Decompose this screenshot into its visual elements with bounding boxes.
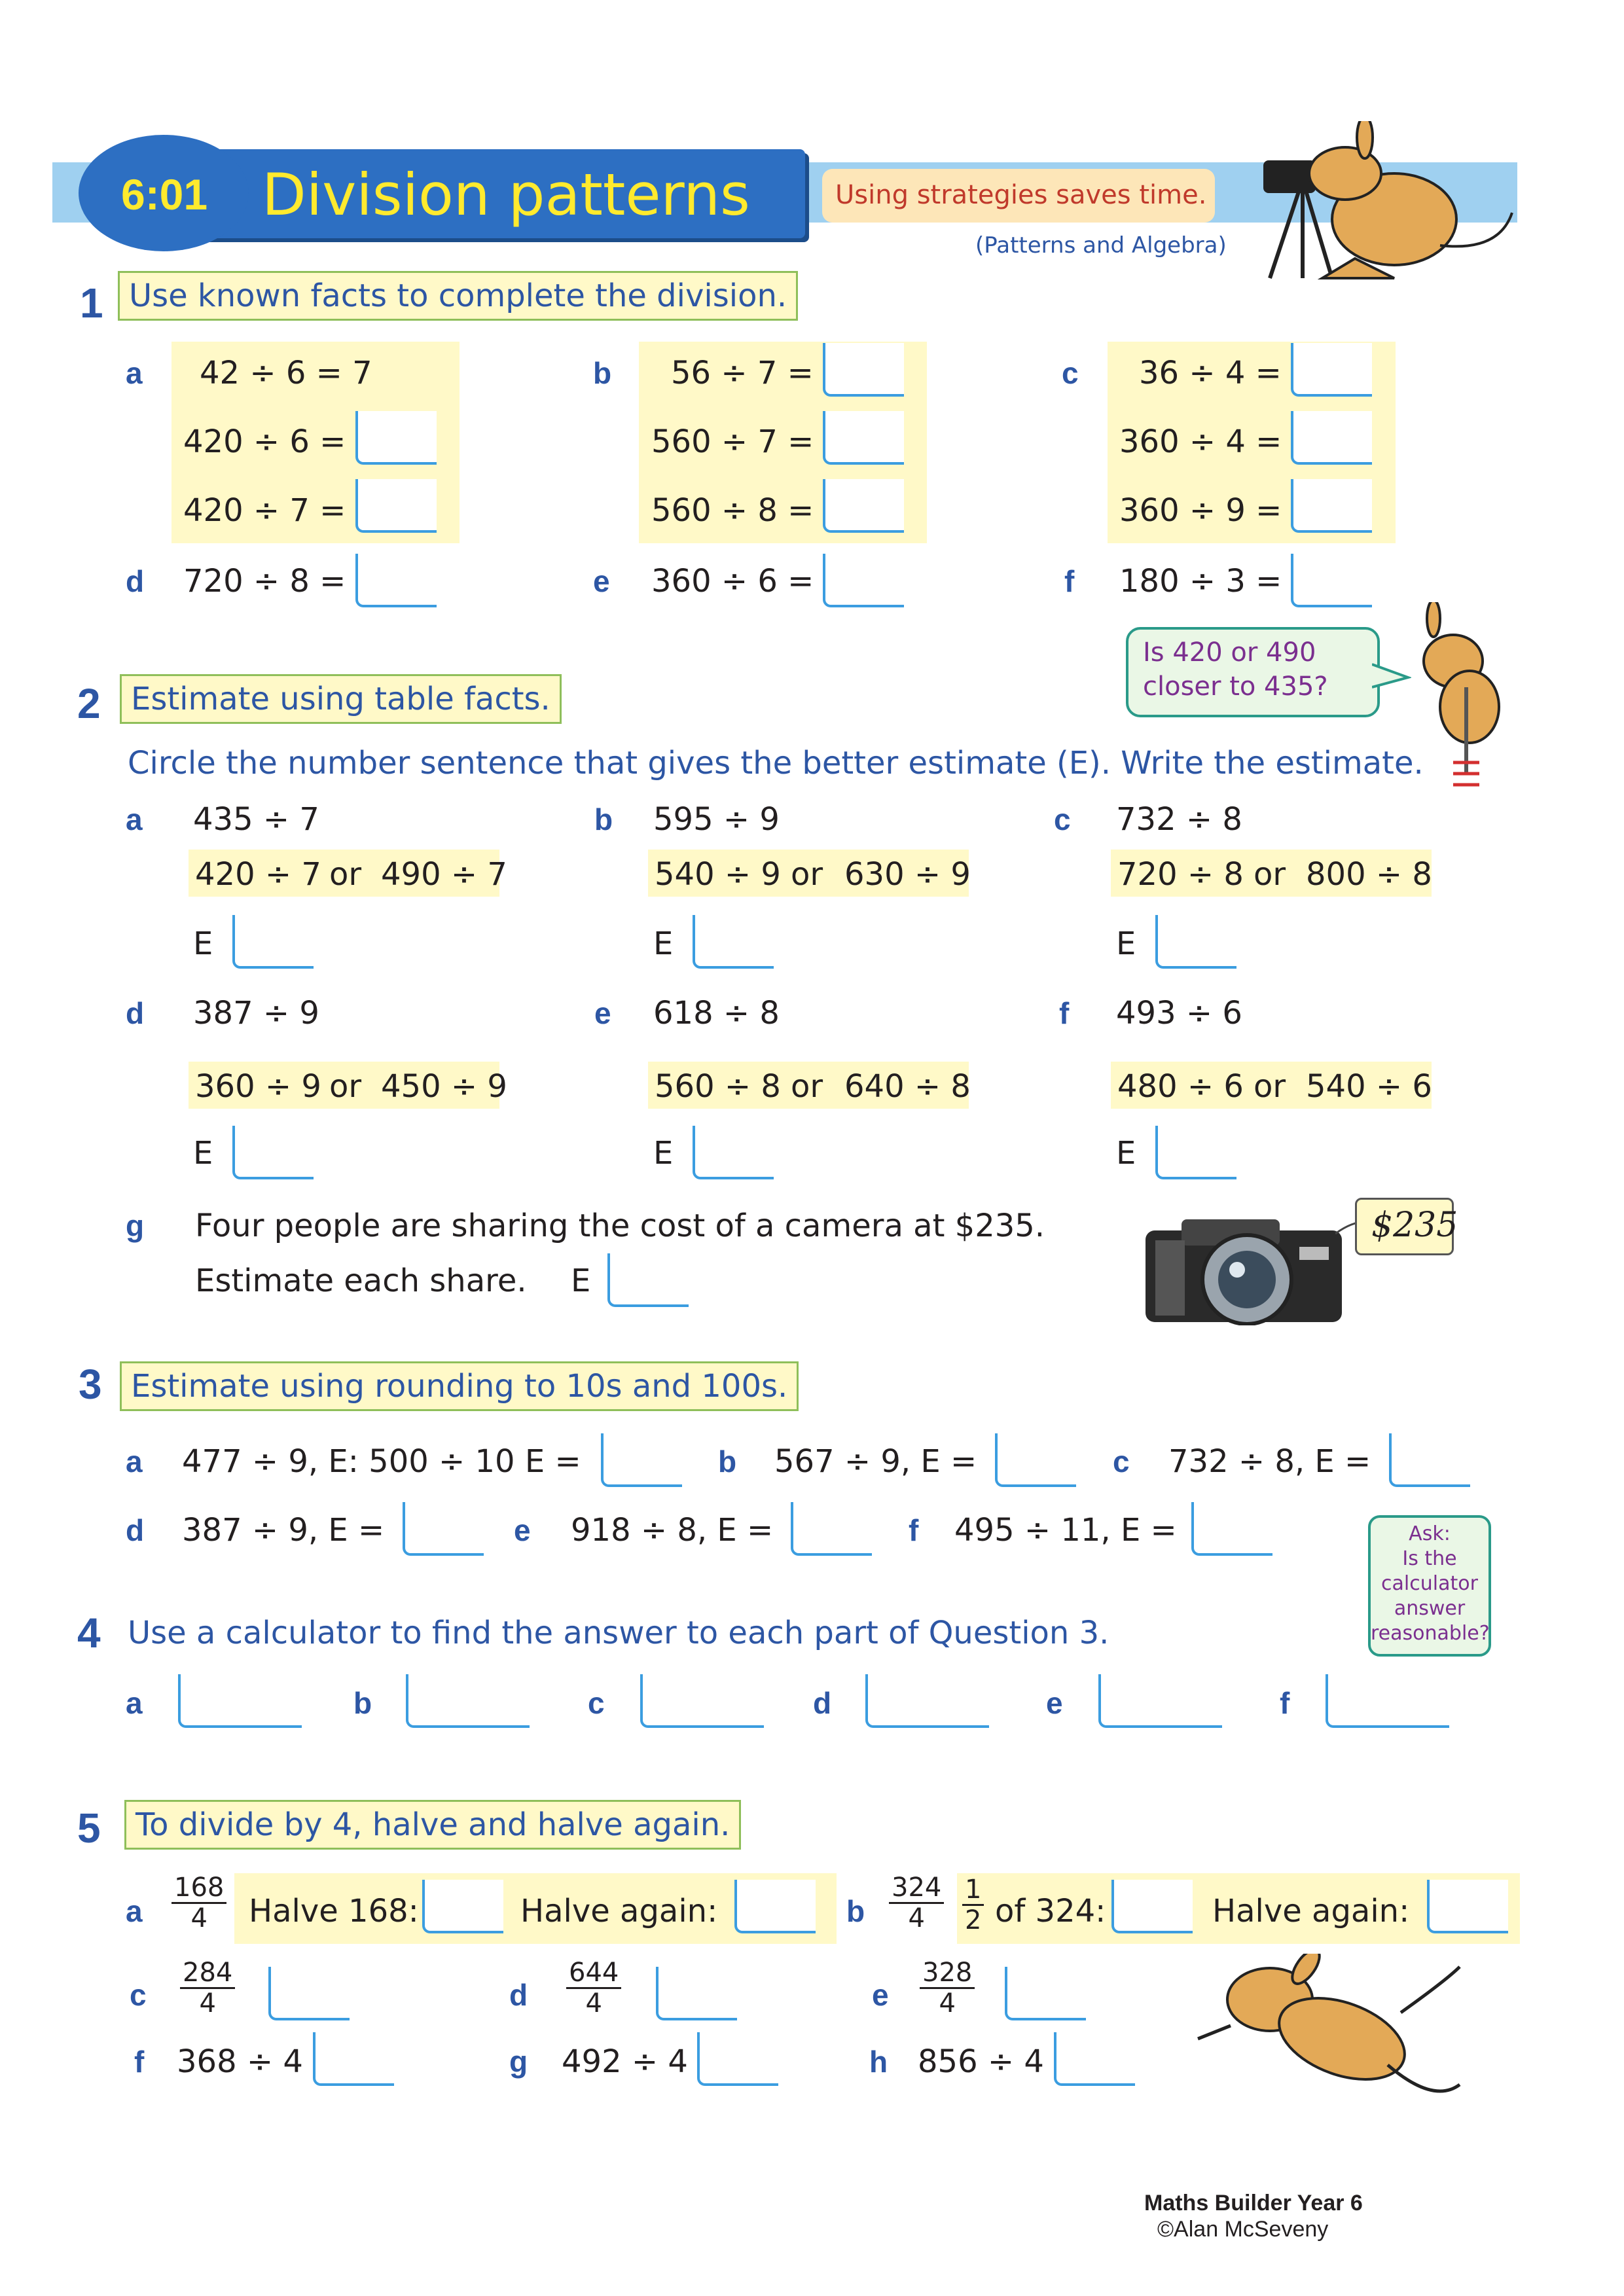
q2b-option-2: 630 ÷ 9 [844, 856, 971, 893]
q2e-option-2: 640 ÷ 8 [844, 1068, 971, 1105]
q2f-label: f [1059, 996, 1070, 1030]
q4d-label: d [813, 1686, 832, 1720]
ask-line-2: Is the [1402, 1547, 1457, 1570]
page-title: Division patterns [262, 161, 750, 228]
q1b-line2: 560 ÷ 7 = [651, 423, 814, 460]
q4b-label: b [353, 1686, 372, 1720]
q5f-label: f [134, 2045, 145, 2079]
price-tag-text: $235 [1371, 1206, 1458, 1245]
q1a-line3: 420 ÷ 7 = [183, 492, 346, 529]
q5g-answer[interactable] [697, 2032, 778, 2086]
q4f-label: f [1280, 1686, 1290, 1720]
q2f-expr: 493 ÷ 6 [1116, 995, 1242, 1031]
q1e-label: e [593, 564, 610, 598]
ask-line-5: reasonable? [1371, 1622, 1490, 1645]
q1c-answer-3[interactable] [1291, 479, 1372, 533]
q2b-label: b [594, 802, 613, 836]
question-2-direction: Circle the number sentence that gives the better estimate (E). Write the estimate. [128, 745, 1424, 781]
q5c-denominator: 4 [199, 1988, 216, 2018]
q3a-expr: 477 ÷ 9, E: 500 ÷ 10 E = [182, 1443, 581, 1480]
kangaroo-photographer-illustration [1224, 121, 1519, 285]
hint-line-2: closer to 435? [1143, 672, 1328, 702]
q2f-option-1: 480 ÷ 6 [1117, 1068, 1244, 1105]
q4a-label: a [126, 1686, 143, 1720]
q1c-line2: 360 ÷ 4 = [1119, 423, 1282, 460]
q5b-again-answer[interactable] [1427, 1880, 1508, 1933]
q2a-answer[interactable] [232, 915, 314, 969]
ask-line-4: answer [1394, 1597, 1466, 1620]
q1a-answer-2[interactable] [355, 479, 437, 533]
q5b-numerator: 324 [889, 1873, 944, 1904]
question-3-instruction: Estimate using rounding to 10s and 100s. [120, 1361, 799, 1411]
q2d-or: or [329, 1068, 362, 1105]
q3e-expr: 918 ÷ 8, E = [571, 1512, 774, 1549]
q2f-estimate-label: E [1116, 1135, 1136, 1172]
q1d-expr: 720 ÷ 8 = [183, 563, 346, 600]
strand-label: (Patterns and Algebra) [975, 232, 1227, 259]
q2d-expr: 387 ÷ 9 [193, 995, 319, 1031]
q3a-label: a [126, 1444, 143, 1479]
q2e-answer[interactable] [693, 1126, 774, 1179]
q5d-numerator: 644 [566, 1958, 621, 1989]
q5h-answer[interactable] [1054, 2032, 1135, 2086]
q2d-answer[interactable] [232, 1126, 314, 1179]
q3a-answer[interactable] [601, 1433, 682, 1487]
q2e-option-1: 560 ÷ 8 [655, 1068, 781, 1105]
q2c-expr: 732 ÷ 8 [1116, 801, 1242, 838]
hint-line-1: Is 420 or 490 [1143, 637, 1316, 668]
q5a-again-label: Halve again: [520, 1893, 718, 1929]
q2g-label: g [126, 1209, 145, 1243]
q2c-option-2: 800 ÷ 8 [1306, 856, 1432, 893]
question-5-number: 5 [77, 1804, 101, 1852]
q1e-expr: 360 ÷ 6 = [651, 563, 814, 600]
question-2-instruction: Estimate using table facts. [120, 674, 562, 724]
q2d-option-1: 360 ÷ 9 [195, 1068, 321, 1105]
q1d-label: d [126, 564, 145, 598]
q3b-label: b [718, 1444, 737, 1479]
q1b-answer-2[interactable] [823, 411, 904, 465]
q2c-answer[interactable] [1155, 915, 1236, 969]
q3f-label: f [909, 1513, 919, 1547]
q3f-expr: 495 ÷ 11, E = [954, 1512, 1177, 1549]
q1b-label: b [593, 356, 612, 390]
footer-title: Maths Builder Year 6 [1144, 2191, 1363, 2215]
bubble-tail [1372, 661, 1411, 694]
q5a-denominator: 4 [190, 1903, 208, 1933]
q1c-answer-1[interactable] [1291, 343, 1372, 397]
q5f-expr: 368 ÷ 4 [177, 2043, 303, 2080]
ask-reasonable-bubble [1368, 1515, 1491, 1657]
q2a-or: or [329, 856, 362, 893]
q2a-label: a [126, 802, 143, 836]
q1c-answer-2[interactable] [1291, 411, 1372, 465]
kangaroo-jumping-illustration [1191, 1954, 1466, 2111]
q5c-label: c [130, 1978, 147, 2012]
q1c-label: c [1062, 356, 1079, 390]
q4e-label: e [1046, 1686, 1063, 1720]
kangaroo-pogo-illustration [1407, 602, 1538, 798]
q5g-expr: 492 ÷ 4 [562, 2043, 688, 2080]
question-3-number: 3 [79, 1361, 102, 1408]
q1a-answer-1[interactable] [355, 411, 437, 465]
q1c-fact: 36 ÷ 4 = [1139, 355, 1282, 391]
q2e-or: or [791, 1068, 823, 1105]
q1e-answer[interactable] [823, 554, 904, 607]
q5a-again-answer[interactable] [734, 1880, 816, 1933]
q2g-answer[interactable] [607, 1253, 689, 1307]
q1c-line3: 360 ÷ 9 = [1119, 492, 1282, 529]
q3c-expr: 732 ÷ 8, E = [1168, 1443, 1371, 1480]
q2g-line-1: Four people are sharing the cost of a camera at $235. [195, 1208, 1045, 1244]
q2b-answer[interactable] [693, 915, 774, 969]
q2d-label: d [126, 996, 145, 1030]
q2b-expr: 595 ÷ 9 [653, 801, 780, 838]
q5d-fraction [566, 1958, 621, 2018]
q5c-fraction [180, 1958, 235, 2018]
q3d-label: d [126, 1513, 145, 1547]
q2d-option-2: 450 ÷ 9 [381, 1068, 507, 1105]
q3d-expr: 387 ÷ 9, E = [182, 1512, 385, 1549]
q1a-fact: 42 ÷ 6 = 7 [200, 355, 372, 391]
q1a-label: a [126, 356, 143, 390]
q5b-half-numerator: 1 [962, 1875, 984, 1906]
ask-line-1: Ask: [1409, 1522, 1451, 1545]
hint-speech-bubble [1126, 627, 1380, 717]
q2c-label: c [1054, 802, 1071, 836]
q3b-answer[interactable] [995, 1433, 1076, 1487]
q1f-expr: 180 ÷ 3 = [1119, 563, 1282, 600]
q5g-label: g [509, 2045, 528, 2079]
q2a-option-1: 420 ÷ 7 [195, 856, 321, 893]
q2b-or: or [791, 856, 823, 893]
q3e-answer[interactable] [791, 1502, 872, 1556]
q5f-answer[interactable] [313, 2032, 394, 2086]
q5e-label: e [872, 1978, 889, 2012]
footer-copyright: ©Alan McSeveny [1157, 2217, 1329, 2242]
q1d-answer[interactable] [355, 554, 437, 607]
q2b-option-1: 540 ÷ 9 [655, 856, 781, 893]
q1b-fact: 56 ÷ 7 = [671, 355, 814, 391]
ask-line-3: calculator [1381, 1572, 1478, 1595]
tip-text: Using strategies saves time. [835, 180, 1207, 210]
q4b-answer[interactable] [406, 1674, 530, 1728]
q2d-estimate-label: E [193, 1135, 213, 1172]
q4c-answer[interactable] [640, 1674, 764, 1728]
q5b-label: b [846, 1894, 865, 1928]
q5a-fraction [171, 1873, 226, 1933]
q2f-option-2: 540 ÷ 6 [1306, 1068, 1432, 1105]
q5e-answer[interactable] [1005, 1967, 1086, 2020]
q5e-numerator: 328 [920, 1958, 975, 1989]
q1b-answer-1[interactable] [823, 343, 904, 397]
q2a-estimate-label: E [193, 925, 213, 962]
q5b-fraction [889, 1873, 944, 1933]
camera-illustration [1142, 1208, 1365, 1325]
q5a-label: a [126, 1894, 143, 1928]
q2f-answer[interactable] [1155, 1126, 1236, 1179]
q5a-numerator: 168 [171, 1873, 226, 1904]
q5h-expr: 856 ÷ 4 [918, 2043, 1044, 2080]
q5d-answer[interactable] [656, 1967, 737, 2020]
q5b-of-label: of 324: [995, 1893, 1106, 1929]
q1f-answer[interactable] [1291, 554, 1372, 607]
q3c-answer[interactable] [1389, 1433, 1470, 1487]
q5b-halve-answer[interactable] [1111, 1880, 1193, 1933]
q2e-label: e [594, 996, 611, 1030]
q5h-label: h [869, 2045, 888, 2079]
q2c-or: or [1254, 856, 1286, 893]
q5e-denominator: 4 [939, 1988, 956, 2018]
q5b-half-denominator: 2 [965, 1905, 982, 1935]
q3f-answer[interactable] [1191, 1502, 1272, 1556]
q1a-line2: 420 ÷ 6 = [183, 423, 346, 460]
q2a-option-2: 490 ÷ 7 [381, 856, 507, 893]
q3d-answer[interactable] [403, 1502, 484, 1556]
q5a-halve-answer[interactable] [422, 1880, 503, 1933]
q2f-or: or [1254, 1068, 1286, 1105]
q5b-denominator: 4 [908, 1903, 925, 1933]
q2e-estimate-label: E [653, 1135, 674, 1172]
q2g-estimate-label: E [571, 1263, 591, 1299]
q5d-label: d [509, 1978, 528, 2012]
section-number: 6:01 [121, 170, 208, 219]
q4f-answer[interactable] [1326, 1674, 1449, 1728]
question-4-instruction: Use a calculator to find the answer to each part of Question 3. [128, 1615, 1110, 1651]
question-1-number: 1 [80, 279, 103, 327]
question-2-number: 2 [77, 680, 101, 727]
q3e-label: e [514, 1513, 531, 1547]
q2c-option-1: 720 ÷ 8 [1117, 856, 1244, 893]
question-1-instruction: Use known facts to complete the division. [118, 271, 798, 321]
q3b-expr: 567 ÷ 9, E = [774, 1443, 977, 1480]
q5c-answer[interactable] [268, 1967, 350, 2020]
q3c-label: c [1113, 1444, 1130, 1479]
q2c-estimate-label: E [1116, 925, 1136, 962]
q4c-label: c [588, 1686, 605, 1720]
question-5-instruction: To divide by 4, halve and halve again. [124, 1800, 741, 1850]
q1b-line3: 560 ÷ 8 = [651, 492, 814, 529]
q2g-line-2: Estimate each share. [195, 1263, 527, 1299]
q5b-again-label: Halve again: [1212, 1893, 1410, 1929]
q4d-answer[interactable] [865, 1674, 989, 1728]
question-4-number: 4 [77, 1609, 101, 1657]
q4e-answer[interactable] [1098, 1674, 1222, 1728]
q5d-denominator: 4 [585, 1988, 602, 2018]
q2e-expr: 618 ÷ 8 [653, 995, 780, 1031]
q2a-expr: 435 ÷ 7 [193, 801, 319, 838]
q2b-estimate-label: E [653, 925, 674, 962]
q5a-halve-label: Halve 168: [249, 1893, 419, 1929]
q5b-half-fraction [962, 1875, 984, 1935]
q4a-answer[interactable] [178, 1674, 302, 1728]
q1b-answer-3[interactable] [823, 479, 904, 533]
q1f-label: f [1064, 564, 1075, 598]
q5c-numerator: 284 [180, 1958, 235, 1989]
q5e-fraction [920, 1958, 975, 2018]
